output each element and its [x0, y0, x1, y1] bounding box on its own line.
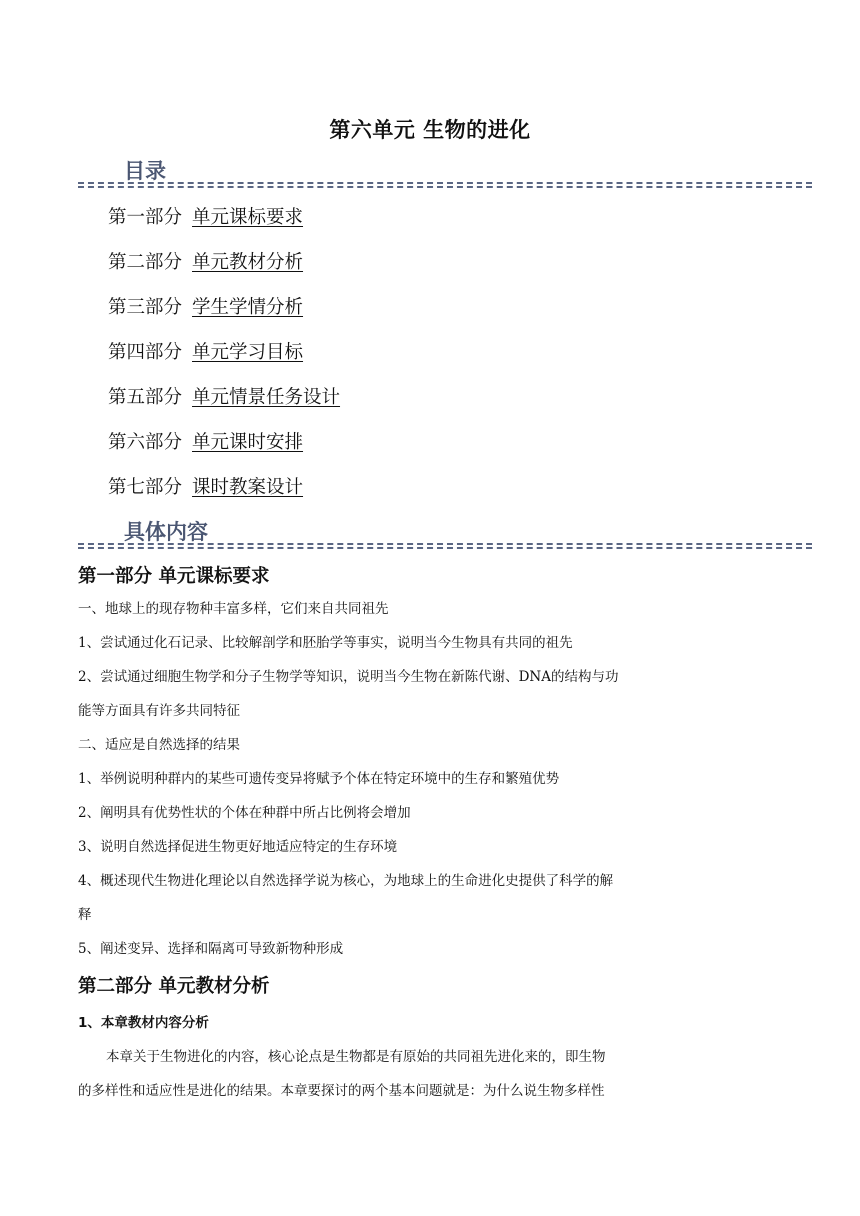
content-heading: 具体内容: [124, 520, 208, 544]
toc-part-label: 第七部分: [108, 477, 183, 498]
content-body: [78, 562, 688, 1108]
toc-banner: [78, 158, 812, 188]
toc-link[interactable]: 单元学习目标: [192, 342, 304, 363]
toc-item: [108, 340, 708, 385]
paragraph-line: 2、阐明具有优势性状的个体在种群中所占比例将会增加: [78, 805, 411, 821]
paragraph-line: 能等方面具有许多共同特征: [78, 703, 240, 719]
toc-link[interactable]: 课时教案设计: [192, 477, 304, 498]
content-banner: [78, 519, 812, 549]
toc-item: [108, 475, 708, 520]
paragraph-line: 1、尝试通过化石记录、比较解剖学和胚胎学等事实，说明当今生物具有共同的祖先: [78, 635, 573, 651]
toc-part-label: 第二部分: [108, 252, 183, 273]
paragraph-line: 2、尝试通过细胞生物学和分子生物学等知识，说明当今生物在新陈代谢、DNA的结构与功: [78, 669, 619, 685]
part2-heading: 第二部分 单元教材分析: [78, 976, 270, 997]
paragraph-line: 二、适应是自然选择的结果: [78, 737, 240, 753]
part1-heading: 第一部分 单元课标要求: [78, 566, 270, 587]
paragraph-line: 5、阐述变异、选择和隔离可导致新物种形成: [78, 941, 344, 957]
toc-link[interactable]: 单元教材分析: [192, 252, 304, 273]
toc-item: [108, 430, 708, 475]
divider: [78, 543, 812, 545]
toc-item: [108, 250, 708, 295]
paragraph-line: 3、说明自然选择促进生物更好地适应特定的生存环境: [78, 839, 398, 855]
divider: [78, 186, 812, 188]
toc-part-label: 第五部分: [108, 387, 183, 408]
toc-part-label: 第六部分: [108, 432, 183, 453]
divider: [78, 182, 812, 184]
paragraph-line: 的多样性和适应性是进化的结果。本章要探讨的两个基本问题就是：为什么说生物多样性: [78, 1083, 605, 1099]
toc-link[interactable]: 单元课标要求: [192, 207, 304, 228]
divider: [78, 547, 812, 549]
document-title: 第六单元 生物的进化: [329, 118, 531, 142]
toc-link[interactable]: 学生学情分析: [192, 297, 304, 318]
paragraph-line: 1、举例说明种群内的某些可遗传变异将赋予个体在特定环境中的生存和繁殖优势: [78, 771, 560, 787]
toc-link[interactable]: 单元课时安排: [192, 432, 304, 453]
paragraph-line: 释: [78, 907, 92, 923]
paragraph-line: 本章关于生物进化的内容，核心论点是生物都是有原始的共同祖先进化来的，即生物: [106, 1049, 606, 1065]
table-of-contents: [108, 205, 708, 520]
toc-heading: 目录: [124, 159, 166, 183]
toc-item: [108, 295, 708, 340]
paragraph-line: 4、概述现代生物进化理论以自然选择学说为核心，为地球上的生命进化史提供了科学的解: [78, 873, 614, 889]
toc-item: [108, 385, 708, 430]
paragraph-line: 一、地球上的现存物种丰富多样，它们来自共同祖先: [78, 601, 389, 617]
toc-part-label: 第三部分: [108, 297, 183, 318]
part2-subheading: 1、本章教材内容分析: [78, 1015, 209, 1031]
toc-part-label: 第四部分: [108, 342, 183, 363]
toc-link[interactable]: 单元情景任务设计: [192, 387, 341, 408]
toc-item: [108, 205, 708, 250]
toc-part-label: 第一部分: [108, 207, 183, 228]
